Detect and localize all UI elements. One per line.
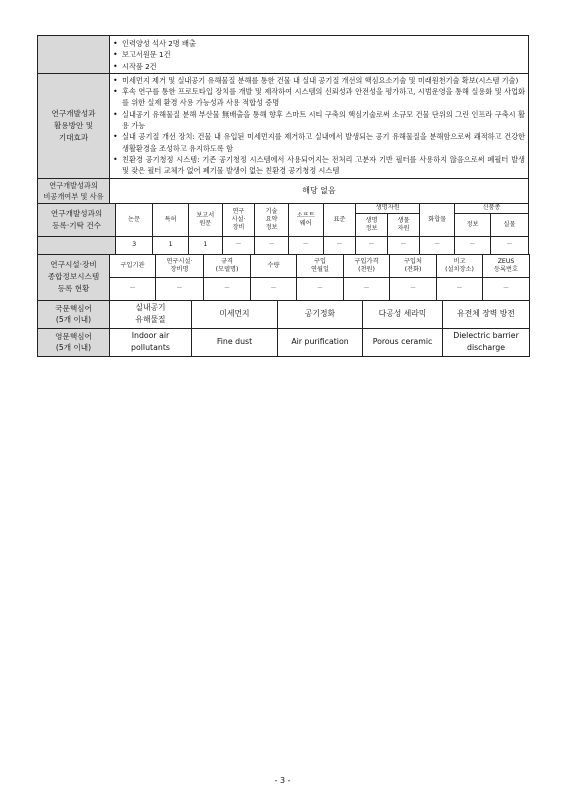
keyword-cell: Porous ceramic bbox=[363, 328, 443, 356]
header-cell: 보고서 원문 bbox=[188, 203, 222, 236]
value-cell: － bbox=[255, 236, 289, 254]
header-cell: 연구 시설· 장비 bbox=[222, 203, 255, 236]
value-cell: － bbox=[344, 277, 390, 300]
keyword-cell: 유전체 장벽 방전 bbox=[443, 300, 530, 328]
keyword-cell: Fine dust bbox=[192, 328, 278, 356]
secret-value: 해당 없음 bbox=[110, 178, 529, 203]
keyword-cell: Indoor air pollutants bbox=[110, 328, 192, 356]
list-item: • 인력양성 석사 2명 배출 bbox=[122, 38, 525, 49]
list-item: • 미세먼지 제거 및 실내공기 유해물질 분해를 통한 건물 내 실내 공기질 개선의 핵심요소기술 및 미래원천기술 확보(시스템 기술) bbox=[122, 75, 525, 86]
secret-row bbox=[38, 178, 529, 203]
header-cell: 실물 bbox=[490, 213, 528, 236]
keywords-table bbox=[37, 300, 530, 357]
header-cell: 비고 (설치장소) bbox=[437, 254, 483, 277]
equipment-table bbox=[37, 254, 530, 301]
header-cell: 생물 자원 bbox=[387, 213, 420, 236]
header-cell: 표준 bbox=[323, 203, 356, 236]
value-cell: － bbox=[390, 277, 437, 300]
outcome-list-cell bbox=[110, 36, 529, 74]
keyword-cell: Dielectric barrier discharge bbox=[443, 328, 530, 356]
keywords-en-row bbox=[38, 328, 530, 356]
header-cell: 연구시설· 장비명 bbox=[156, 254, 204, 277]
header-cell: 구입기관 bbox=[110, 254, 156, 277]
effects-label: 연구개발성과 활용방안 및 기대효과 bbox=[38, 73, 110, 178]
list-item: • 실내 공기질 개선 장치: 건물 내 유입된 미세먼지를 제거하고 실내에서 발생되는 공기 유해물질을 분해함으로써 쾌적하고 건강한 생활환경을 조성하고 유지하도록 함 bbox=[122, 131, 525, 154]
value-cell: 1 bbox=[153, 236, 189, 254]
keyword-cell: 미세먼지 bbox=[192, 300, 278, 328]
value-cell: 1 bbox=[188, 236, 222, 254]
value-cell: － bbox=[356, 236, 388, 254]
registration-value-row bbox=[38, 236, 529, 254]
value-cell: － bbox=[110, 277, 156, 300]
value-cell: － bbox=[437, 277, 483, 300]
header-cell: 수량 bbox=[251, 254, 297, 277]
value-cell: － bbox=[204, 277, 251, 300]
list-item: • 후속 연구를 통한 프로토타입 장치를 개발 및 제작하여 시스템의 신뢰성과 안전성을 평가하고, 시범운영을 통해 실용화 및 사업화를 위한 실제 환경 사용 가능성과 사용 적합성 증명 bbox=[122, 86, 525, 109]
value-cell: － bbox=[420, 236, 455, 254]
header-cell: 생명자원 bbox=[356, 203, 420, 213]
list-item: • 실내공기 유해물질 분해 부산물 無배출을 통해 향후 스마트 시티 구축의 핵심기술로써 소규모 건물 단위의 그린 인프라 구축시 활용 가능 bbox=[122, 109, 525, 132]
header-cell: 정보 bbox=[455, 213, 491, 236]
outcome-label-cell bbox=[38, 36, 110, 74]
page-number: - 3 - bbox=[274, 776, 291, 785]
keywords-ko-label: 국문핵심어 (5개 이내) bbox=[38, 300, 110, 328]
registration-header-row bbox=[38, 203, 529, 213]
header-cell: 규격 (모델명) bbox=[204, 254, 251, 277]
secret-label: 연구개발성과의 비공개여부 및 사유 bbox=[38, 178, 110, 203]
value-cell: － bbox=[490, 236, 528, 254]
equipment-label: 연구시설·장비 종합정보시스템 등록 현황 bbox=[38, 254, 110, 300]
header-cell: 기술 요약 정보 bbox=[255, 203, 289, 236]
value-cell: － bbox=[297, 277, 344, 300]
header-cell: 화합물 bbox=[420, 203, 455, 236]
list-item: • 보고서원문 1건 bbox=[122, 49, 525, 60]
value-cell: － bbox=[288, 236, 323, 254]
outcome-row bbox=[38, 36, 529, 74]
registration-table bbox=[37, 203, 529, 255]
header-cell: 특허 bbox=[153, 203, 189, 236]
value-cell: － bbox=[387, 236, 420, 254]
keywords-en-label: 영문핵심어 (5개 이내) bbox=[38, 328, 110, 356]
value-cell: 3 bbox=[116, 236, 153, 254]
header-cell: 구입가격 (천원) bbox=[344, 254, 390, 277]
effects-list-cell bbox=[110, 73, 529, 178]
value-cell: － bbox=[455, 236, 491, 254]
header-cell: 소프트 웨어 bbox=[288, 203, 323, 236]
header-cell: ZEUS 등록번호 bbox=[483, 254, 530, 277]
keywords-ko-row bbox=[38, 300, 530, 328]
header-cell: 논문 bbox=[116, 203, 153, 236]
value-cell: － bbox=[222, 236, 255, 254]
header-cell: 신품종 bbox=[455, 203, 529, 213]
value-cell: － bbox=[483, 277, 530, 300]
list-item: • 시작품 2건 bbox=[122, 61, 525, 72]
value-cell: － bbox=[156, 277, 204, 300]
keyword-cell: 공기정화 bbox=[278, 300, 363, 328]
registration-label: 연구개발성과의 등록·기탁 건수 bbox=[38, 203, 116, 236]
list-item: • 친환경 공기청정 시스템: 기존 공기청정 시스템에서 사용되어지는 전처리 고분자 기반 필터를 사용하지 않음으로써 폐필터 발생 및 잦은 필터 교체가 없어 폐기물 발생이 없는 친환경 공기청정 시스템 bbox=[122, 154, 525, 177]
keyword-cell: 실내공기 유해물질 bbox=[110, 300, 192, 328]
header-cell: 구입처 (전화) bbox=[390, 254, 437, 277]
equipment-header-row bbox=[38, 254, 530, 277]
registration-label-blank bbox=[38, 236, 116, 254]
report-page bbox=[37, 35, 529, 357]
header-cell: 생명 정보 bbox=[356, 213, 388, 236]
effects-table bbox=[37, 35, 529, 204]
value-cell: － bbox=[323, 236, 356, 254]
effects-row bbox=[38, 73, 529, 178]
value-cell: － bbox=[251, 277, 297, 300]
header-cell: 구입 연월일 bbox=[297, 254, 344, 277]
keyword-cell: 다공성 세라믹 bbox=[363, 300, 443, 328]
keyword-cell: Air purification bbox=[278, 328, 363, 356]
equipment-value-row bbox=[38, 277, 530, 300]
